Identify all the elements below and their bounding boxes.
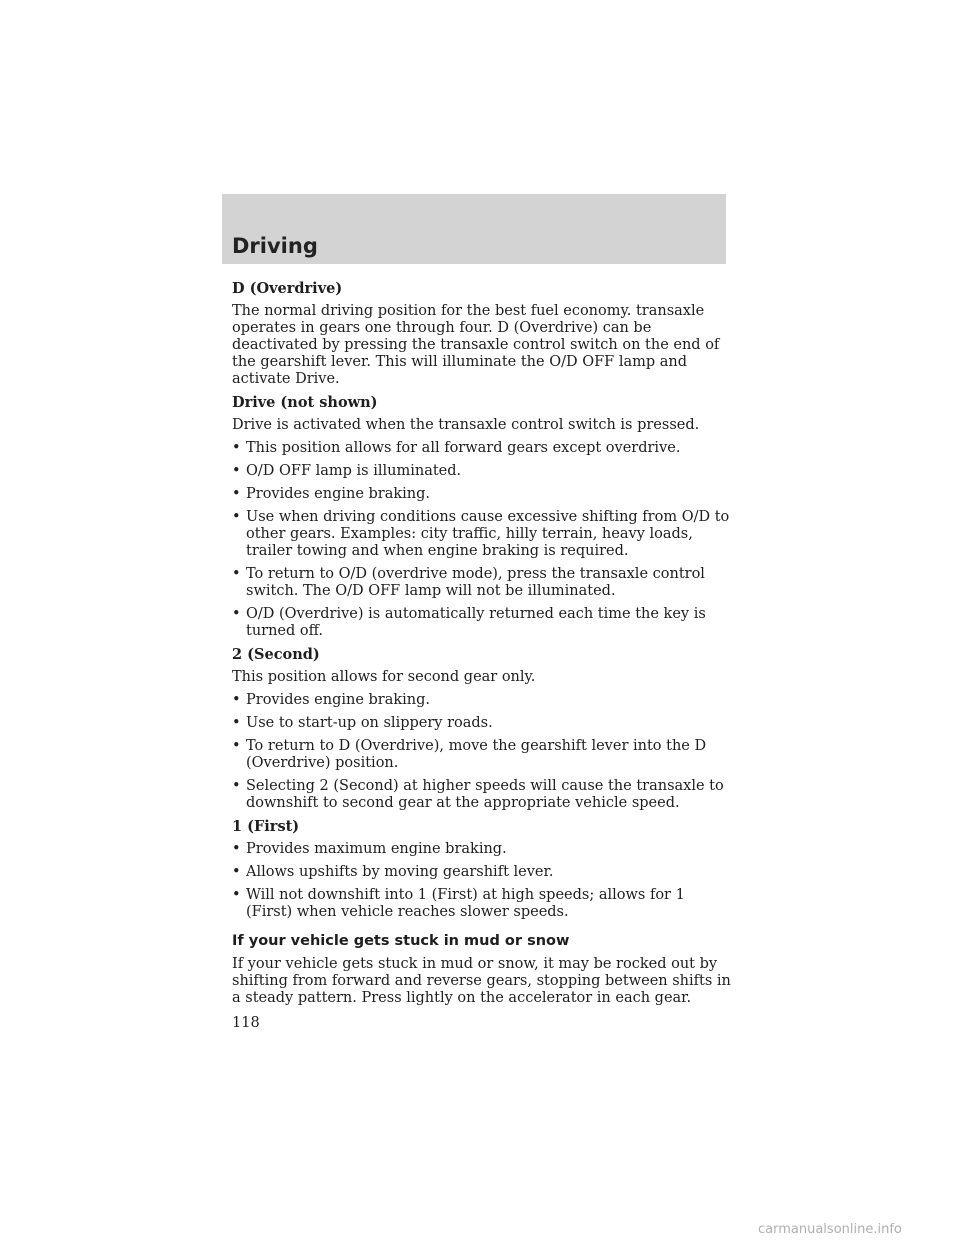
list-item (232, 864, 732, 881)
list-item-text: O/D (Overdrive) is automatically returned each time the key is turned off. (246, 606, 706, 639)
watermark[interactable]: carmanualsonline.info (758, 1222, 902, 1237)
section-d-overdrive (232, 280, 732, 388)
list-item (232, 738, 732, 772)
bullet-icon: • (232, 778, 241, 794)
bullet-icon: • (232, 606, 241, 622)
list-item-text: Provides engine braking. (246, 692, 431, 708)
list-item-text: Provides engine braking. (246, 486, 431, 502)
bullet-icon: • (232, 509, 241, 525)
section-stuck (232, 933, 732, 1007)
bullet-list (232, 692, 732, 812)
list-item-text: To return to D (Overdrive), move the gearshift lever into the D (Overdrive) position. (246, 738, 707, 771)
list-item-text: O/D OFF lamp is illuminated. (246, 463, 462, 479)
list-item (232, 440, 732, 457)
bullet-icon: • (232, 841, 241, 857)
bullet-icon: • (232, 692, 241, 708)
bullet-icon: • (232, 486, 241, 502)
list-item-text: This position allows for all forward gears except overdrive. (246, 440, 681, 456)
bullet-icon: • (232, 715, 241, 731)
bullet-icon: • (232, 463, 241, 479)
bullet-list (232, 841, 732, 921)
list-item (232, 715, 732, 732)
section-heading: D (Overdrive) (232, 280, 343, 297)
list-item (232, 486, 732, 503)
list-item (232, 509, 732, 560)
bullet-icon: • (232, 566, 241, 582)
chapter-title: Driving (232, 234, 318, 258)
section-first (232, 818, 732, 921)
section-paragraph: Drive is activated when the transaxle control switch is pressed. (232, 417, 700, 433)
section-second (232, 646, 732, 812)
chapter-header-band (222, 194, 726, 264)
bullet-icon: • (232, 738, 241, 754)
section-heading: 1 (First) (232, 818, 300, 835)
bullet-icon: • (232, 864, 241, 880)
bullet-icon: • (232, 887, 241, 903)
list-item (232, 606, 732, 640)
stuck-heading: If your vehicle gets stuck in mud or snow (232, 933, 570, 949)
section-paragraph: The normal driving position for the best fuel economy. transaxle operates in gears one through four. D (Overdrive) can be deactivated by pressing the transaxle control switch on the end of the gearshift lever. This will illuminate the O/D OFF lamp and activate Drive. (232, 303, 720, 387)
section-paragraph: This position allows for second gear only. (232, 669, 536, 685)
list-item-text: To return to O/D (overdrive mode), press the transaxle control switch. The O/D OFF lamp will not be illuminated. (246, 566, 705, 599)
list-item-text: Provides maximum engine braking. (246, 841, 507, 857)
list-item (232, 692, 732, 709)
list-item (232, 778, 732, 812)
list-item (232, 841, 732, 858)
list-item (232, 463, 732, 480)
list-item (232, 566, 732, 600)
bullet-icon: • (232, 440, 241, 456)
list-item-text: Selecting 2 (Second) at higher speeds will cause the transaxle to downshift to second gear at the appropriate vehicle speed. (246, 778, 724, 811)
page-content (232, 280, 732, 1032)
bullet-list (232, 440, 732, 640)
section-heading: 2 (Second) (232, 646, 320, 663)
section-drive (232, 394, 732, 640)
stuck-paragraph: If your vehicle gets stuck in mud or snow, it may be rocked out by shifting from forward and reverse gears, stopping between shifts in a steady pattern. Press lightly on the accelerator in each gear. (232, 956, 731, 1006)
list-item (232, 887, 732, 921)
list-item-text: Use when driving conditions cause excessive shifting from O/D to other gears. Examples: city traffic, hilly terrain, heavy loads, trailer towing and when engine braking is required. (246, 509, 730, 559)
section-heading: Drive (not shown) (232, 394, 378, 411)
page-number: 118 (232, 1015, 260, 1031)
list-item-text: Will not downshift into 1 (First) at high speeds; allows for 1 (First) when vehicle reaches slower speeds. (246, 887, 685, 920)
list-item-text: Use to start-up on slippery roads. (246, 715, 493, 731)
list-item-text: Allows upshifts by moving gearshift lever. (246, 864, 554, 880)
